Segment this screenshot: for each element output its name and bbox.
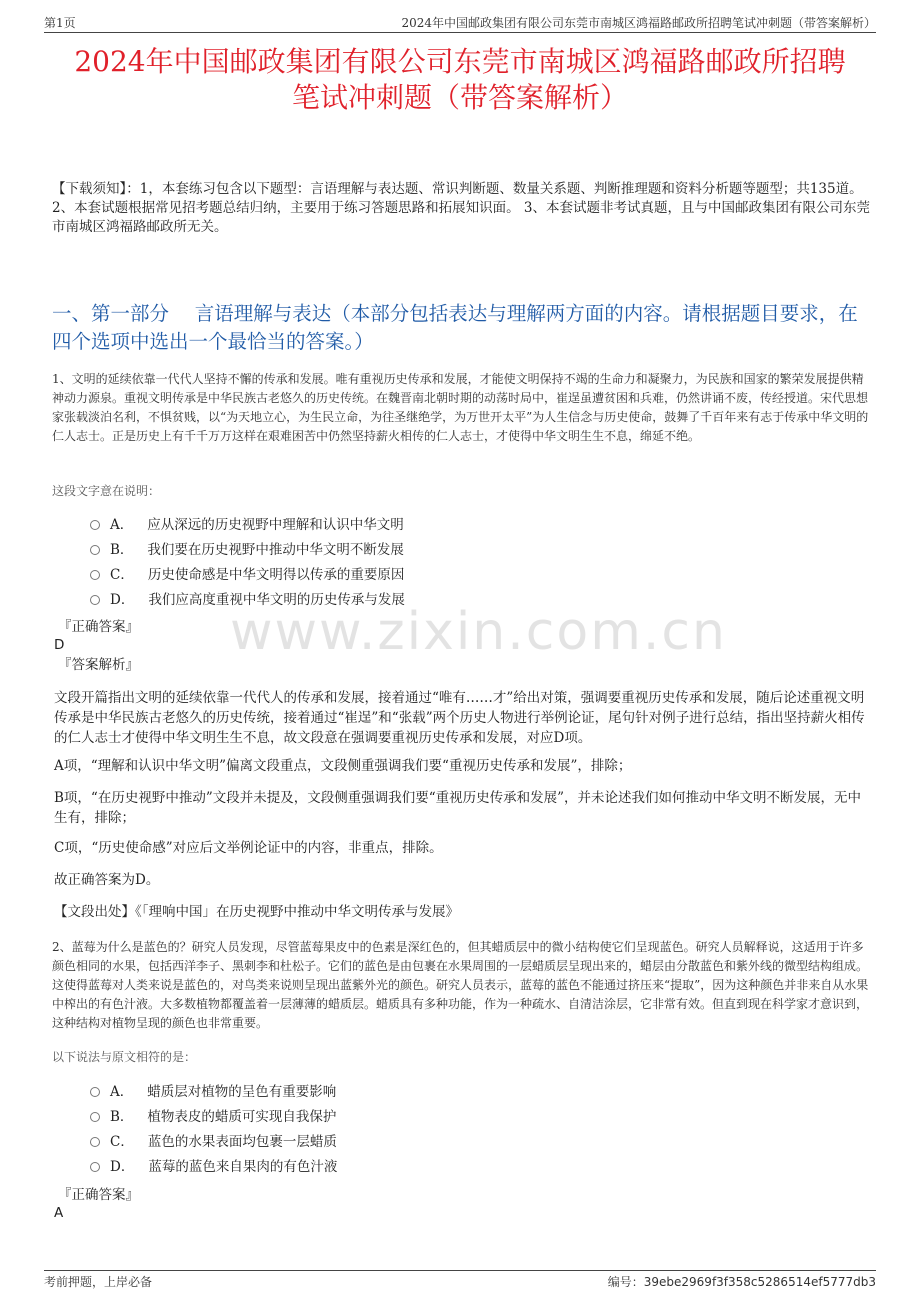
radio-icon[interactable] bbox=[90, 545, 100, 555]
radio-icon[interactable] bbox=[90, 1162, 100, 1172]
q2-answer-label: 『正确答案』 bbox=[58, 1187, 139, 1203]
q1-answer-label: 『正确答案』 bbox=[58, 619, 139, 635]
q2-answer: A bbox=[54, 1205, 64, 1221]
q2-question: 以下说法与原文相符的是： bbox=[52, 1050, 197, 1064]
q1-answer: D bbox=[54, 637, 65, 653]
q2-option-a[interactable]: A． 蜡质层对植物的呈色有重要影响 bbox=[90, 1082, 336, 1102]
q2-option-c[interactable]: C． 蓝色的水果表面均包裹一层蜡质 bbox=[90, 1132, 337, 1152]
q1-analysis-label: 『答案解析』 bbox=[58, 657, 139, 673]
title-line-1: 2024年中国邮政集团有限公司东莞市南城区鸿福路邮政所招聘 bbox=[74, 45, 846, 78]
page-header bbox=[44, 12, 876, 33]
q1-question: 这段文字意在说明： bbox=[52, 484, 161, 498]
download-notice: 【下载须知】：1，本套练习包含以下题型：言语理解与表达题、常识判断题、数量关系题、判断推理题和资料分析题等题型；共135道。 2、本套试题根据常见招考题总结归纳，主要用于练习答题思路和拓展知识面。 3、本套试题非考试真题，且与中国邮政集团有限公司东莞市南城区鸿福路邮政所无关。 bbox=[52, 181, 870, 235]
page-footer bbox=[44, 1270, 876, 1291]
q1-analysis-a: A项，“理解和认识中华文明”偏离文段重点，文段侧重强调我们要“重视历史传承和发展”，排除； bbox=[54, 758, 632, 774]
radio-icon[interactable] bbox=[90, 595, 100, 605]
radio-icon[interactable] bbox=[90, 1137, 100, 1147]
footer-slogan: 考前押题，上岸必备 bbox=[44, 1275, 153, 1289]
header-doc-title: 2024年中国邮政集团有限公司东莞市南城区鸿福路邮政所招聘笔试冲刺题（带答案解析） bbox=[401, 16, 876, 30]
q2-option-b[interactable]: B． 植物表皮的蜡质可实现自我保护 bbox=[90, 1107, 336, 1127]
title-line-2: 笔试冲刺题（带答案解析） bbox=[291, 81, 628, 114]
watermark: www.zixin.com.cn bbox=[230, 602, 727, 662]
page-number: 第1页 bbox=[44, 16, 76, 30]
q1-analysis-para: 文段开篇指出文明的延续依靠一代代人的传承和发展，接着通过“唯有……才”给出对策，强调要重视历史传承和发展，随后论述重视文明传承是中华民族古老悠久的历史传统，接着通过“崔逞”和“张载”两个历史人物进行举例论证，尾句针对例子进行总结，指出坚持薪火相传的仁人志士才使得中华文明生生不息，故文段意在强调要重视历史传承和发展，对应D项。 bbox=[54, 690, 865, 746]
q1-option-c[interactable]: C． 历史使命感是中华文明得以传承的重要原因 bbox=[90, 565, 404, 585]
q1-option-d[interactable]: D． 我们应高度重视中华文明的历史传承与发展 bbox=[90, 590, 405, 610]
document-title bbox=[40, 44, 880, 116]
radio-icon[interactable] bbox=[90, 1087, 100, 1097]
q1-analysis-conclusion: 故正确答案为D。 bbox=[54, 872, 160, 888]
q1-analysis-b: B项，“在历史视野中推动”文段并未提及，文段侧重强调我们要“重视历史传承和发展”，并未论述我们如何推动中华文明不断发展，无中生有，排除； bbox=[54, 790, 862, 826]
radio-icon[interactable] bbox=[90, 520, 100, 530]
footer-doc-id: 编号：39ebe2969f3f358c5286514ef5777db3 bbox=[607, 1275, 876, 1289]
q2-option-d[interactable]: D． 蓝莓的蓝色来自果肉的有色汁液 bbox=[90, 1157, 337, 1177]
radio-icon[interactable] bbox=[90, 570, 100, 580]
q1-passage: 1、文明的延续依靠一代代人坚持不懈的传承和发展。唯有重视历史传承和发展，才能使文明保持不竭的生命力和凝聚力，为民族和国家的繁荣发展提供精神动力源泉。重视文明传承是中华民族古老悠久的历史传统。在魏晋南北朝时期的动荡时局中，崔逞虽遭贫困和兵难，仍然讲诵不废，传经授道。宋代思想家张载淡泊名利，不惧贫贱，以“为天地立心，为生民立命，为往圣继绝学，为万世开太平”为人生信念与历史使命，鼓舞了千百年来有志于传承中华文明的仁人志士。正是历史上有千千万万这样在艰难困苦中仍然坚持薪火相传的仁人志士，才使得中华文明生生不息，绵延不绝。 bbox=[52, 372, 869, 443]
radio-icon[interactable] bbox=[90, 1112, 100, 1122]
q1-source: 【文段出处】《「理响中国」在历史视野中推动中华文明传承与发展》 bbox=[54, 904, 459, 920]
q1-option-a[interactable]: A． 应从深远的历史视野中理解和认识中华文明 bbox=[90, 515, 404, 535]
section-heading: 一、第一部分 言语理解与表达（本部分包括表达与理解两方面的内容。请根据题目要求，在四个选项中选出一个最恰当的答案。） bbox=[52, 302, 858, 353]
q2-passage: 2、蓝莓为什么是蓝色的？研究人员发现，尽管蓝莓果皮中的色素是深红色的，但其蜡质层中的微小结构使它们呈现蓝色。研究人员解释说，这适用于许多颜色相同的水果，包括西洋李子、黑刺李和杜松子。它们的蓝色是由包裹在水果周围的一层蜡质层呈现出来的，蜡层由分散蓝色和紫外线的微型结构组成。这使得蓝莓对人类来说是蓝色的，对鸟类来说则呈现出蓝紫外光的颜色。研究人员表示，蓝莓的蓝色不能通过挤压来“提取”，因为这种颜色并非来自从水果中榨出的有色汁液。大多数植物都覆盖着一层薄薄的蜡质层。蜡质具有多种功能，作为一种疏水、自清洁涂层，它非常有效。但直到现在科学家才意识到，这种结构对植物呈现的颜色也非常重要。 bbox=[52, 940, 869, 1030]
q1-option-b[interactable]: B． 我们要在历史视野中推动中华文明不断发展 bbox=[90, 540, 404, 560]
q1-analysis-c: C项，“历史使命感”对应后文举例论证中的内容，非重点，排除。 bbox=[54, 840, 443, 856]
